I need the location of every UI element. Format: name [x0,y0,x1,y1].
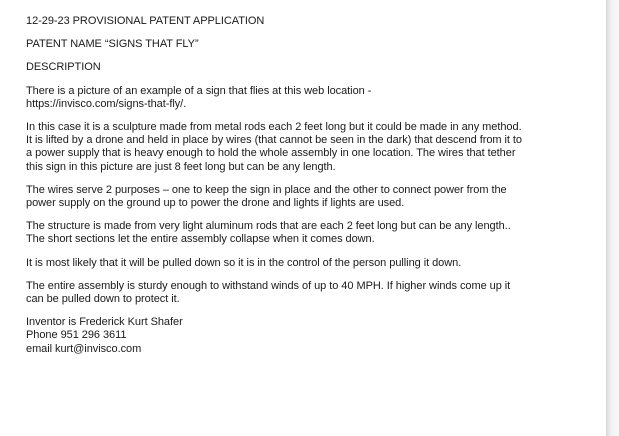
paragraph-line: The short sections let the entire assembly collapse when it comes down. [26,233,375,246]
page-edge-shadow [606,0,619,436]
section-heading: DESCRIPTION [26,61,101,74]
paragraph-line: The entire assembly is sturdy enough to withstand winds of up to 40 MPH. If higher winds come up it [26,279,511,292]
paragraph-line: can be pulled down to protect it. [26,293,180,306]
paragraph-winds [26,280,598,306]
paragraph-sculpture [26,121,598,174]
paragraph-line: It is lifted by a drone and held in place by wires (that cannot be seen in the dark) that descend from it to [26,134,522,147]
paragraph-line: power supply on the ground up to power the drone and lights if lights are used. [26,197,405,210]
document-date-title: 12-29-23 PROVISIONAL PATENT APPLICATION [26,15,265,27]
web-link[interactable]: https://invisco.com/signs-that-fly/. [26,97,187,110]
patent-name: PATENT NAME “SIGNS THAT FLY” [26,38,199,51]
email-address: email kurt@invisco.com [26,342,142,355]
paragraph-line: There is a picture of an example of a sign that flies at this web location - [26,84,372,97]
paragraph-structure [26,220,598,246]
paragraph-wires [26,184,598,210]
paragraph-line: The structure is made from very light aluminum rods that are each 2 feet long but can be any length.. [26,220,511,233]
paragraph-line: It is most likely that it will be pulled down so it is in the control of the person pulling it down. [26,256,462,269]
paragraph-line: this sign in this picture are just 8 feet long but can be any length. [26,160,336,173]
paragraph-pull-down [26,257,598,270]
paragraph-line: The wires serve 2 purposes – one to keep the sign in place and the other to connect power from the [26,183,507,196]
paragraph-line: In this case it is a sculpture made from metal rods each 2 feet long but it could be made in any method. [26,121,522,134]
paragraph-line: a power supply that is heavy enough to hold the whole assembly in one location. The wires that tether [26,147,516,160]
paragraph-web-location [26,85,598,111]
contact-block [26,316,598,356]
phone-number: Phone 951 296 3611 [26,329,127,342]
inventor-name: Inventor is Frederick Kurt Shafer [26,316,183,329]
